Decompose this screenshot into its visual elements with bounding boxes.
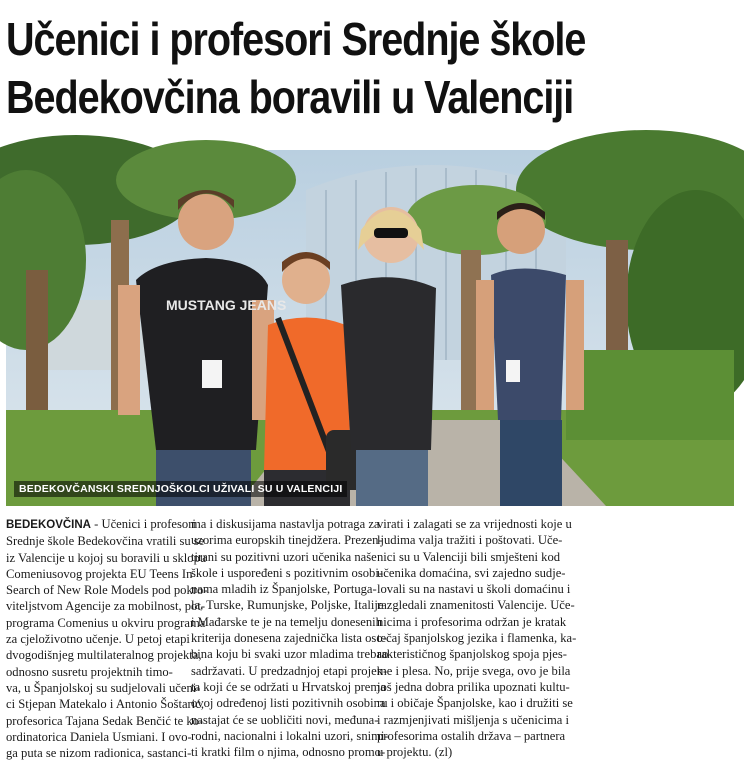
column-1-line: Comeniusovog projekta EU Teens In	[6, 566, 193, 581]
column-2-line: ta koji će se održati u Hrvatskoj prema	[191, 679, 386, 694]
column-2-line: bina koju bi svaki uzor mladima trebao	[191, 647, 389, 662]
column-3-line: učenika domaćina, svi zajedno sudje-	[377, 565, 566, 580]
column-1-line: viteljstvom Agencije za mobilnost, pot-	[6, 599, 206, 614]
column-2-line: škole i uspoređeni s pozitivnim osobi-	[191, 565, 384, 580]
column-1-line: dvogodišnjeg multilateralnog projekta,	[6, 648, 202, 663]
column-3-line: nici su u Valenciji bili smješteni kod	[377, 549, 561, 564]
column-1-line: va, u Španjolskoj su sudjelovali učeni-	[6, 680, 201, 695]
article-headline	[6, 10, 637, 126]
column-3-line: još jedna dobra prilika upoznati kultu-	[377, 679, 570, 694]
column-2-line: nama mladih iz Španjolske, Portuga-	[191, 582, 377, 597]
column-3-line: virati i zalagati se za vrijednosti koje u	[377, 517, 572, 531]
column-1-line: ga puta se nizom radionica, sastanci-	[6, 746, 192, 761]
photo-illustration	[6, 150, 734, 506]
photo-caption: BEDEKOVČANSKI SREDNJOŠKOLCI UŽIVALI SU U VALENCIJI	[14, 481, 347, 497]
column-2-line: kriterija donesena zajednička lista oso-	[191, 631, 387, 646]
column-1-line: ordinatorica Daniela Usmiani. I ovo-	[6, 729, 192, 744]
article-column-1	[6, 516, 208, 778]
column-2-line: ti kratki film o njima, odnosno promo-	[191, 745, 386, 760]
column-2-line: sadržavati. U predzadnjoj etapi projek-	[191, 663, 388, 678]
column-3-line: lovali su na nastavi u školi domaćinu i	[377, 582, 571, 597]
article-dateline: BEDEKOVČINA	[6, 519, 91, 531]
column-3-line: profesorima ostalih država – partnera	[377, 728, 566, 743]
column-2-line: rodni, nacionalni i lokalni uzori, snimi-	[191, 728, 389, 743]
shirt-text: MUSTANG JEANS	[166, 297, 287, 313]
column-3-line: nicima i profesorima održan je kratak	[377, 614, 567, 629]
column-2-line: tirani su pozitivni uzori učenika naše	[191, 549, 377, 564]
column-1-line: odnosno susretu projektnih timo-	[6, 664, 173, 679]
column-3-line: u projektu. (zl)	[377, 745, 453, 760]
headline-line-1: Učenici i profesori Srednje škole	[6, 13, 586, 65]
column-2-line: la, Turske, Rumunjske, Poljske, Italije	[191, 598, 384, 613]
column-1-line-1-text: - Učenici i profesori	[90, 517, 196, 531]
headline-line-2: Bedekovčina boravili u Valenciji	[6, 71, 574, 123]
article-body	[6, 516, 736, 778]
column-3-line: razgledali znamenitosti Valencije. Uče-	[377, 598, 575, 613]
column-2-line: i Mađarske te je na temelju donesenih	[191, 614, 382, 629]
column-2-line: uzorima europskih tinejdžera. Prezen-	[191, 533, 383, 548]
article-column-2	[191, 516, 389, 778]
article-photo	[6, 150, 734, 506]
column-2-line: ovoj određenoj listi pozitivnih osobina	[191, 696, 386, 711]
article-column-3	[377, 516, 577, 778]
column-3-line: tečaj španjolskog jezika i flamenka, ka-	[377, 631, 577, 646]
column-1-line: Srednje škole Bedekovčina vratili su se	[6, 534, 205, 549]
column-2-line: ma i diskusijama nastavlja potraga za	[191, 517, 380, 531]
column-1-line: profesorica Tajana Sedak Benčić te ko-	[6, 713, 204, 728]
column-1-line: programa Comenius u okviru programa	[6, 615, 206, 630]
column-2-line: nastajat će se uobličiti novi, međuna-	[191, 712, 379, 727]
column-3-line: me i plesa. No, prije svega, ovo je bila	[377, 663, 571, 678]
column-1-line: za cjeloživotno učenje. U petoj etapi	[6, 632, 190, 647]
column-3-line: i razmjenjivati mišljenja s učenicima i	[377, 712, 569, 727]
column-1-line: Search of New Role Models pod pokro-	[6, 583, 208, 598]
column-3-line: ljudima valja tražiti i poštovati. Uče-	[377, 533, 563, 548]
column-1-line: ci Stjepan Matekalo i Antonio Šoštarić,	[6, 697, 204, 712]
column-3-line: rakterističnog španjolskog spoja pjes-	[377, 647, 567, 662]
column-1-line-1	[6, 516, 196, 533]
column-1-line: iz Valencije u kojoj su boravili u sklopu	[6, 550, 207, 565]
column-3-line: ru i običaje Španjolske, kao i družiti se	[377, 696, 573, 711]
